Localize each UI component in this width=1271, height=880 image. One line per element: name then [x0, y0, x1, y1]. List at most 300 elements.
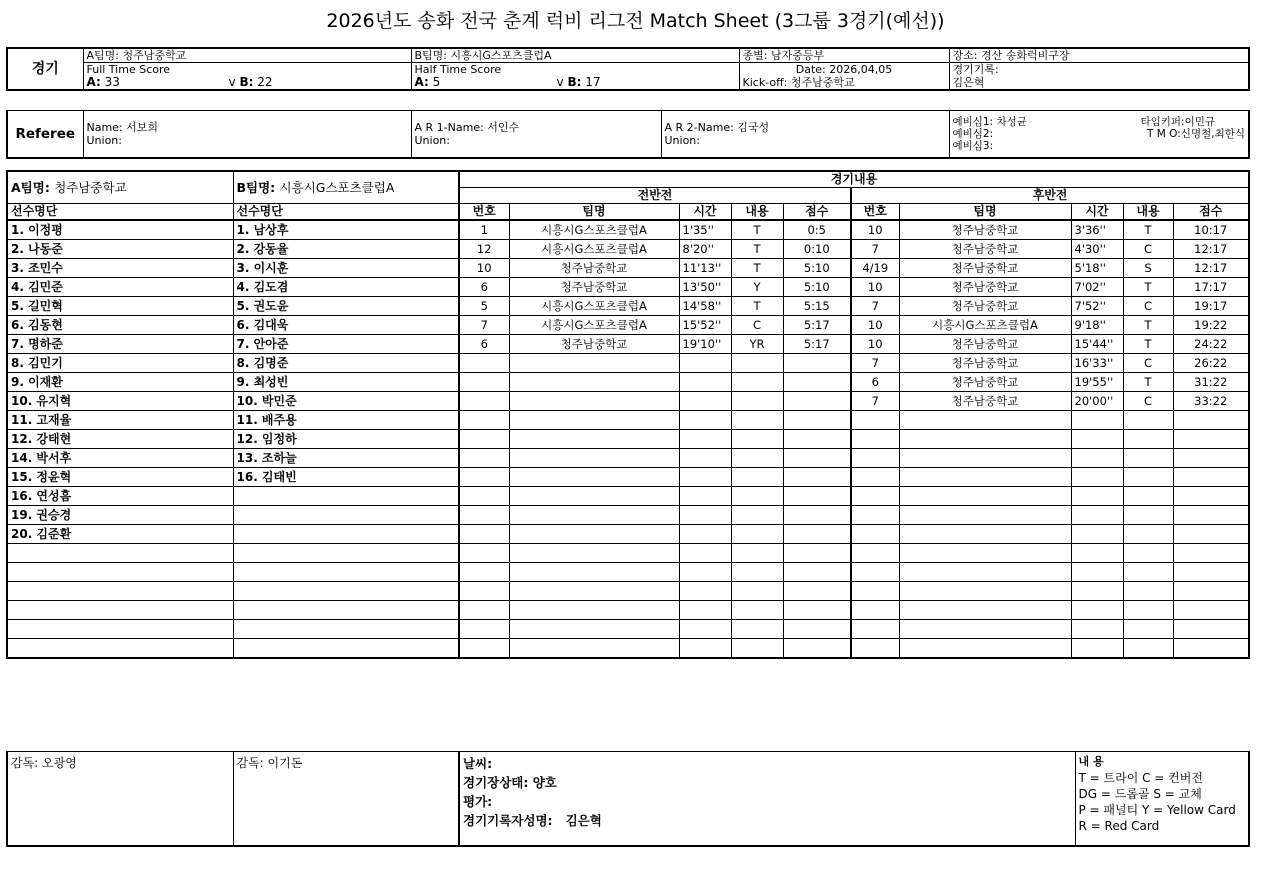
venue: 장소: 경산 송화럭비구장: [949, 48, 1249, 63]
b-player-empty: [233, 544, 459, 563]
first-half-time: 19'10'': [679, 335, 731, 354]
second-half-time: [1071, 487, 1123, 506]
a-player: 3. 조민수: [7, 259, 233, 278]
second-half-no: [851, 506, 899, 525]
b-player-empty: [233, 563, 459, 582]
first-half-score: [783, 468, 851, 487]
first-half-type: [731, 430, 783, 449]
first-half-time: 15'52'': [679, 316, 731, 335]
a-player: 15. 정윤혁: [7, 468, 233, 487]
second-half-team: 청주남중학교: [899, 220, 1071, 240]
table-row: [7, 392, 1249, 411]
first-half-score: [783, 563, 851, 582]
second-half-col-type: 내용: [1123, 204, 1173, 221]
second-half-no: [851, 449, 899, 468]
table-row: [7, 316, 1249, 335]
referee-info: [83, 111, 411, 159]
first-half-team: [509, 582, 679, 601]
table-row: [7, 297, 1249, 316]
table-row: [7, 278, 1249, 297]
second-half-score: 12:17: [1173, 240, 1249, 259]
b-player-empty: [233, 582, 459, 601]
first-half-team: 시흥시G스포츠클럽A: [509, 220, 679, 240]
table-row: [7, 335, 1249, 354]
first-half-team: [509, 411, 679, 430]
first-half-no: [459, 392, 509, 411]
first-half-no: [459, 563, 509, 582]
a-player: 7. 명하준: [7, 335, 233, 354]
second-half-type: C: [1123, 354, 1173, 373]
b-team-header: [233, 171, 459, 204]
second-half-score: 33:22: [1173, 392, 1249, 411]
second-half-time: [1071, 582, 1123, 601]
first-half-no: [459, 487, 509, 506]
a-player-empty: [7, 544, 233, 563]
table-row: [7, 620, 1249, 639]
first-half-no: 1: [459, 220, 509, 240]
first-half-team: [509, 639, 679, 659]
a-coach: 감독: 오광영: [7, 752, 233, 847]
first-half-type: [731, 506, 783, 525]
a-player-empty: [7, 601, 233, 620]
second-half-score: 12:17: [1173, 259, 1249, 278]
second-half-type: [1123, 525, 1173, 544]
first-half-team: 시흥시G스포츠클럽A: [509, 297, 679, 316]
second-half-time: [1071, 544, 1123, 563]
second-half-no: [851, 487, 899, 506]
first-half-no: 5: [459, 297, 509, 316]
half-a-label: A:: [414, 76, 429, 89]
a-player: 19. 권승경: [7, 506, 233, 525]
first-half-time: [679, 354, 731, 373]
b-players-header: 선수명단: [233, 204, 459, 221]
table-row: [7, 373, 1249, 392]
a-team-name: A팀명: 청주남중학교: [83, 48, 411, 63]
second-half-type: C: [1123, 240, 1173, 259]
first-half-team: [509, 487, 679, 506]
second-half-time: [1071, 468, 1123, 487]
second-half-team: [899, 582, 1071, 601]
first-half-no: [459, 639, 509, 659]
first-half-no: [459, 544, 509, 563]
second-half-no: [851, 563, 899, 582]
first-half-time: [679, 620, 731, 639]
second-half-type: [1123, 487, 1173, 506]
a-player: 2. 나동준: [7, 240, 233, 259]
first-half-score: [783, 544, 851, 563]
reserve-2: 예비심2:: [952, 128, 994, 140]
second-half-team: [899, 639, 1071, 659]
table-row: [7, 259, 1249, 278]
second-half-type: [1123, 411, 1173, 430]
first-half-no: [459, 411, 509, 430]
table-row: [7, 506, 1249, 525]
first-half-time: [679, 601, 731, 620]
first-half-no: 6: [459, 278, 509, 297]
full-v: v: [228, 76, 236, 89]
second-half-score: [1173, 506, 1249, 525]
referee-name: Name: 서보희: [86, 121, 159, 134]
first-half-type: T: [731, 240, 783, 259]
first-half-team: [509, 430, 679, 449]
first-half-no: 10: [459, 259, 509, 278]
legend-line-4: R = Red Card: [1078, 819, 1160, 833]
second-half-time: [1071, 449, 1123, 468]
match-label: 경기: [7, 48, 83, 90]
second-half-team: [899, 430, 1071, 449]
team-header-row: [7, 171, 1249, 188]
content-label: 경기내용: [459, 171, 1249, 188]
first-half-time: [679, 506, 731, 525]
first-half-time: 8'20'': [679, 240, 731, 259]
second-half-team: 청주남중학교: [899, 354, 1071, 373]
b-player-empty: [233, 601, 459, 620]
second-half-no: [851, 468, 899, 487]
table-row: [7, 411, 1249, 430]
first-half-type: T: [731, 220, 783, 240]
second-half-type: [1123, 639, 1173, 659]
second-half-no: 4/19: [851, 259, 899, 278]
second-half-type: [1123, 468, 1173, 487]
b-player: 10. 박민준: [233, 392, 459, 411]
full-b-label: B:: [239, 76, 254, 89]
half-time-score: [411, 76, 739, 90]
second-half-time: 9'18'': [1071, 316, 1123, 335]
field-value: 양호: [532, 775, 557, 790]
first-half-time: [679, 525, 731, 544]
ar1-name: A R 1-Name: 서인수: [414, 121, 520, 134]
b-player: 11. 배주용: [233, 411, 459, 430]
field-label: 경기장상태:: [463, 775, 529, 790]
first-half-no: [459, 525, 509, 544]
second-half-time: [1071, 563, 1123, 582]
table-row: [7, 220, 1249, 240]
first-half-score: [783, 582, 851, 601]
second-half-type: [1123, 544, 1173, 563]
a-player: 12. 강태현: [7, 430, 233, 449]
first-half-team: [509, 601, 679, 620]
record-label: 경기기록:: [949, 63, 1249, 77]
full-a-label: A:: [86, 76, 101, 89]
first-half-score: [783, 373, 851, 392]
table-row: [7, 430, 1249, 449]
first-half-type: [731, 544, 783, 563]
second-half-type: [1123, 430, 1173, 449]
second-half-time: 7'02'': [1071, 278, 1123, 297]
second-half-no: [851, 582, 899, 601]
table-row: [7, 563, 1249, 582]
page-title: 2026년도 송화 전국 춘계 럭비 리그전 Match Sheet (3그룹 3경기(예선)): [326, 10, 945, 32]
second-half-no: [851, 544, 899, 563]
second-half-score: [1173, 487, 1249, 506]
half-v: v: [556, 76, 564, 89]
first-half-type: [731, 620, 783, 639]
first-half-team: 청주남중학교: [509, 335, 679, 354]
first-half-time: [679, 392, 731, 411]
second-half-no: [851, 601, 899, 620]
a-player: 14. 박서후: [7, 449, 233, 468]
second-half-time: 7'52'': [1071, 297, 1123, 316]
second-half-team: [899, 468, 1071, 487]
first-half-score: [783, 354, 851, 373]
second-half-type: [1123, 601, 1173, 620]
first-half-team: [509, 392, 679, 411]
first-half-time: [679, 639, 731, 659]
second-half-team: [899, 449, 1071, 468]
b-player: 1. 남상후: [233, 220, 459, 240]
first-half-team: 청주남중학교: [509, 278, 679, 297]
first-half-time: 1'35'': [679, 220, 731, 240]
second-half-score: [1173, 582, 1249, 601]
first-half-team: 청주남중학교: [509, 259, 679, 278]
half-b-score: 17: [585, 76, 601, 89]
second-half-score: 24:22: [1173, 335, 1249, 354]
second-half-type: T: [1123, 220, 1173, 240]
first-half-label: 전반전: [459, 188, 851, 204]
first-half-score: 5:17: [783, 316, 851, 335]
second-half-type: [1123, 582, 1173, 601]
first-half-score: [783, 639, 851, 659]
a-player: 20. 김준환: [7, 525, 233, 544]
first-half-type: [731, 449, 783, 468]
second-half-time: [1071, 639, 1123, 659]
first-half-type: Y: [731, 278, 783, 297]
first-half-no: 12: [459, 240, 509, 259]
first-half-type: [731, 639, 783, 659]
second-half-score: [1173, 639, 1249, 659]
first-half-type: [731, 392, 783, 411]
first-half-score: 5:17: [783, 335, 851, 354]
first-half-type: T: [731, 297, 783, 316]
legend: [1075, 752, 1249, 847]
first-half-team: [509, 544, 679, 563]
first-half-time: [679, 449, 731, 468]
first-half-score: [783, 449, 851, 468]
reserve-3: 예비심3:: [952, 140, 994, 152]
legend-line-2: DG = 드롭골 S = 교체: [1078, 787, 1202, 801]
a-player: 5. 길민혁: [7, 297, 233, 316]
match-content-table: [6, 170, 1250, 659]
first-half-team: [509, 563, 679, 582]
second-half-time: [1071, 506, 1123, 525]
second-half-time: 20'00'': [1071, 392, 1123, 411]
first-half-no: [459, 601, 509, 620]
first-half-team: 시흥시G스포츠클럽A: [509, 240, 679, 259]
second-half-no: [851, 430, 899, 449]
first-half-no: [459, 449, 509, 468]
second-half-type: C: [1123, 392, 1173, 411]
first-half-team: [509, 373, 679, 392]
first-half-no: [459, 430, 509, 449]
recorder-name: 김은혁: [565, 813, 602, 828]
ar2-info: [661, 111, 949, 159]
b-player: 16. 김태빈: [233, 468, 459, 487]
a-player: 11. 고재율: [7, 411, 233, 430]
second-half-no: [851, 411, 899, 430]
table-row: [7, 525, 1249, 544]
second-half-score: 10:17: [1173, 220, 1249, 240]
first-half-score: [783, 506, 851, 525]
first-half-score: 0:5: [783, 220, 851, 240]
kickoff: Kick-off: 청주남중학교: [739, 76, 949, 90]
first-half-time: [679, 411, 731, 430]
first-half-time: [679, 544, 731, 563]
second-half-time: 15'44'': [1071, 335, 1123, 354]
second-half-col-time: 시간: [1071, 204, 1123, 221]
footer-table: [6, 751, 1250, 847]
first-half-team: [509, 506, 679, 525]
second-half-no: 6: [851, 373, 899, 392]
second-half-type: T: [1123, 373, 1173, 392]
b-player: 13. 조하늘: [233, 449, 459, 468]
second-half-time: 4'30'': [1071, 240, 1123, 259]
first-half-team: [509, 449, 679, 468]
first-half-no: [459, 468, 509, 487]
first-half-no: [459, 582, 509, 601]
first-half-type: C: [731, 316, 783, 335]
second-half-score: 19:17: [1173, 297, 1249, 316]
match-info-table: [6, 47, 1250, 91]
second-half-col-score: 점수: [1173, 204, 1249, 221]
first-half-type: [731, 373, 783, 392]
first-half-score: [783, 620, 851, 639]
first-half-team: [509, 468, 679, 487]
weather: 날씨:: [463, 756, 493, 771]
b-player: 7. 안아준: [233, 335, 459, 354]
first-half-no: [459, 354, 509, 373]
first-half-col-team: 팀명: [509, 204, 679, 221]
b-player: 4. 김도겸: [233, 278, 459, 297]
first-half-type: T: [731, 259, 783, 278]
second-half-no: 7: [851, 354, 899, 373]
first-half-time: 13'50'': [679, 278, 731, 297]
second-half-team: 청주남중학교: [899, 392, 1071, 411]
first-half-team: [509, 354, 679, 373]
a-player-empty: [7, 582, 233, 601]
b-player-empty: [233, 639, 459, 659]
ar2-name: A R 2-Name: 김국성: [664, 121, 770, 134]
second-half-time: [1071, 411, 1123, 430]
second-half-score: 19:22: [1173, 316, 1249, 335]
b-player: 12. 임정하: [233, 430, 459, 449]
first-half-time: [679, 582, 731, 601]
second-half-no: 10: [851, 316, 899, 335]
b-team-name: B팀명: 시흥시G스포츠클럽A: [411, 48, 739, 63]
full-a-score: 33: [104, 76, 120, 89]
a-team-header: [7, 171, 233, 204]
referee-table: [6, 110, 1250, 159]
half-time-label: Half Time Score: [411, 63, 739, 77]
second-half-team: [899, 506, 1071, 525]
first-half-time: 11'13'': [679, 259, 731, 278]
first-half-type: [731, 601, 783, 620]
first-half-time: [679, 487, 731, 506]
second-half-type: C: [1123, 297, 1173, 316]
first-half-score: [783, 525, 851, 544]
half-a-score: 5: [432, 76, 441, 89]
second-half-time: 5'18'': [1071, 259, 1123, 278]
first-half-score: [783, 430, 851, 449]
b-player: 6. 김대욱: [233, 316, 459, 335]
second-half-time: [1071, 430, 1123, 449]
second-half-team: [899, 487, 1071, 506]
recorder-label: 경기기록자성명:: [463, 813, 553, 828]
first-half-team: [509, 620, 679, 639]
second-half-type: [1123, 563, 1173, 582]
second-half-time: 19'55'': [1071, 373, 1123, 392]
match-notes: [459, 752, 1075, 847]
referee-union: Union:: [86, 134, 122, 147]
full-time-score: [83, 76, 411, 90]
first-half-col-time: 시간: [679, 204, 731, 221]
a-player: 16. 연성흠: [7, 487, 233, 506]
table-row: [7, 487, 1249, 506]
a-players-header: 선수명단: [7, 204, 233, 221]
second-half-time: 3'36'': [1071, 220, 1123, 240]
referee-label: Referee: [7, 111, 83, 159]
second-half-time: [1071, 620, 1123, 639]
second-half-score: 17:17: [1173, 278, 1249, 297]
table-row: [7, 240, 1249, 259]
first-half-time: [679, 563, 731, 582]
second-half-no: 10: [851, 220, 899, 240]
b-player-empty: [233, 487, 459, 506]
second-half-no: 10: [851, 278, 899, 297]
a-player-empty: [7, 639, 233, 659]
b-coach: 감독: 이기돈: [233, 752, 459, 847]
first-half-type: [731, 468, 783, 487]
table-row: [7, 544, 1249, 563]
a-player: 4. 김민준: [7, 278, 233, 297]
a-player: 10. 유지혁: [7, 392, 233, 411]
ar2-union: Union:: [664, 134, 700, 147]
second-half-type: T: [1123, 316, 1173, 335]
table-row: [7, 582, 1249, 601]
b-team-value: 시흥시G스포츠클럽A: [279, 179, 395, 195]
first-half-no: [459, 506, 509, 525]
ar1-info: [411, 111, 661, 159]
a-player-empty: [7, 620, 233, 639]
second-half-type: S: [1123, 259, 1173, 278]
second-half-team: 청주남중학교: [899, 297, 1071, 316]
a-team-value: 청주남중학교: [54, 179, 127, 195]
recorder: 김은혁: [949, 76, 1249, 90]
second-half-team: [899, 544, 1071, 563]
second-half-no: 7: [851, 392, 899, 411]
b-player: 9. 최성빈: [233, 373, 459, 392]
first-half-score: 0:10: [783, 240, 851, 259]
table-row: [7, 449, 1249, 468]
second-half-score: [1173, 468, 1249, 487]
full-time-label: Full Time Score: [83, 63, 411, 77]
first-half-no: 6: [459, 335, 509, 354]
second-half-time: [1071, 601, 1123, 620]
first-half-no: 7: [459, 316, 509, 335]
legend-title: 내 용: [1078, 755, 1104, 768]
tmo: T M O:신명철,최한식: [1147, 128, 1245, 140]
first-half-team: [509, 525, 679, 544]
reserve-1: 예비심1: 차성균: [952, 116, 1027, 128]
first-half-score: [783, 392, 851, 411]
b-player: 2. 강동율: [233, 240, 459, 259]
a-player: 6. 김동현: [7, 316, 233, 335]
a-player-empty: [7, 563, 233, 582]
legend-line-1: T = 트라이 C = 컨버전: [1078, 771, 1203, 785]
evaluation: 평가:: [463, 794, 493, 809]
table-row: [7, 468, 1249, 487]
second-half-no: 7: [851, 240, 899, 259]
second-half-score: [1173, 544, 1249, 563]
